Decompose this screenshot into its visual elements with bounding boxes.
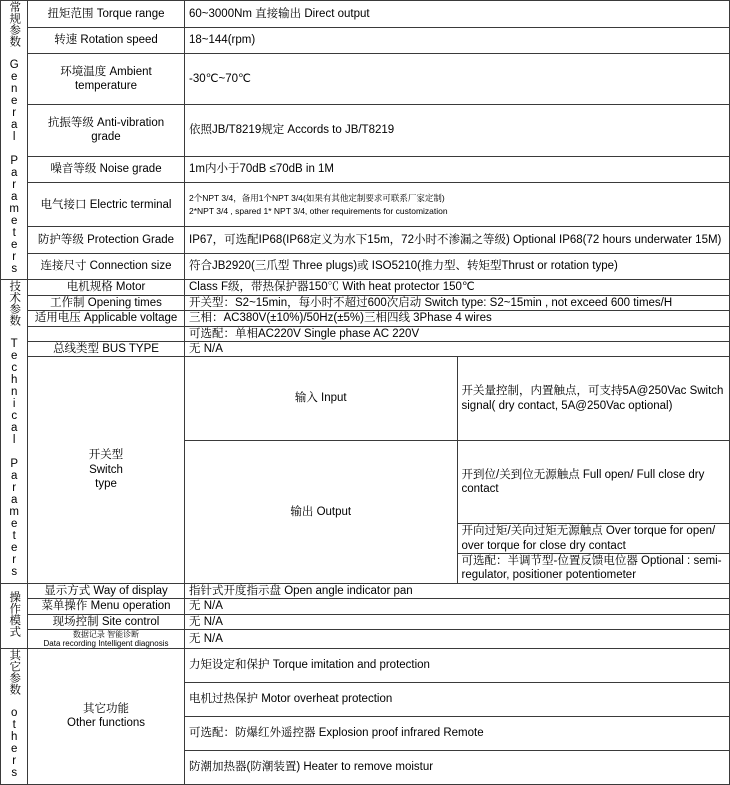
- table-row: [1, 326, 730, 341]
- group-label-others: 其它参数 others: [1, 649, 28, 784]
- row-value: [185, 183, 730, 227]
- row-label: 现场控制 Site control: [28, 614, 185, 629]
- switch-output-value: 开向过矩/关向过矩无源触点 Over torque for open/ over torque for close dry contact: [457, 524, 730, 554]
- row-value: 无 N/A: [185, 614, 730, 629]
- row-label: 工作制 Opening times: [28, 295, 185, 310]
- other-function-value: 防潮加热器(防潮装置) Heater to remove moistur: [185, 750, 730, 784]
- row-value-line1: 2个NPT 3/4，备用1个NPT 3/4(如果有其他定制要求可联系厂家定制): [189, 193, 445, 204]
- group-label-operation: 操作模式: [1, 583, 28, 649]
- row-value: 指针式开度指示盘 Open angle indicator pan: [185, 583, 730, 598]
- row-label: 抗振等级 Anti-vibration grade: [28, 105, 185, 156]
- table-row: [1, 183, 730, 227]
- switch-output-value: 可选配：半调节型-位置反馈电位器 Optional : semi-regulator, positioner potentiometer: [457, 554, 730, 584]
- table-row: [1, 227, 730, 254]
- row-value: 可选配：单相AC220V Single phase AC 220V: [185, 326, 730, 341]
- table-row: [1, 280, 730, 295]
- row-label: 电机规格 Motor: [28, 280, 185, 295]
- table-row: [1, 629, 730, 648]
- row-label: 转速 Rotation speed: [28, 27, 185, 54]
- table-row: [1, 253, 730, 280]
- table-row: [1, 156, 730, 183]
- row-label: 总线类型 BUS TYPE: [28, 341, 185, 356]
- switch-input-value: 开关量控制，内置触点，可支持5A@250Vac Switch signal( dry contact, 5A@250Vac optional): [457, 357, 730, 441]
- row-value: Class F级，带热保护器150℃ With heat protector 150℃: [185, 280, 730, 295]
- table-row: [1, 295, 730, 310]
- table-row: [1, 357, 730, 441]
- table-row: [1, 583, 730, 598]
- row-label: 电气接口 Electric terminal: [28, 183, 185, 227]
- group-label-general: 常规参数 General Parameters: [1, 1, 28, 280]
- row-value: 三相：AC380V(±10%)/50Hz(±5%)三相四线 3Phase 4 wires: [185, 311, 730, 326]
- other-function-value: 电机过热保护 Motor overheat protection: [185, 683, 730, 717]
- row-value: 1m内小于70dB ≤70dB in 1M: [185, 156, 730, 183]
- table-row: [1, 54, 730, 105]
- row-value: 18~144(rpm): [185, 27, 730, 54]
- row-label: 适用电压 Applicable voltage: [28, 311, 185, 326]
- switch-input-label: 输入 Input: [185, 357, 458, 441]
- switch-output-label: 输出 Output: [185, 440, 458, 583]
- row-label: 显示方式 Way of display: [28, 583, 185, 598]
- row-label: [28, 326, 185, 341]
- table-row: [1, 341, 730, 356]
- table-row: [1, 105, 730, 156]
- table-row: [1, 649, 730, 683]
- other-function-value: 可选配：防爆红外遥控器 Explosion proof infrared Remote: [185, 716, 730, 750]
- table-row: [1, 1, 730, 28]
- row-label: 环境温度 Ambient temperature: [28, 54, 185, 105]
- row-value: 开关型：S2~15min，每小时不超过600次启动 Switch type: S2~15min , not exceed 600 times/H: [185, 295, 730, 310]
- row-value: 无 N/A: [185, 341, 730, 356]
- table-row: [1, 27, 730, 54]
- row-value: IP67，可选配IP68(IP68定义为水下15m，72小时不渗漏之等级) Optional IP68(72 hours underwater 15M): [185, 227, 730, 254]
- row-label: 噪音等级 Noise grade: [28, 156, 185, 183]
- row-label: 防护等级 Protection Grade: [28, 227, 185, 254]
- switch-output-value: 开到位/关到位无源触点 Full open/ Full close dry contact: [457, 440, 730, 524]
- row-value: 依照JB/T8219规定 Accords to JB/T8219: [185, 105, 730, 156]
- switch-type-label: 开关型 Switch type: [28, 357, 185, 584]
- other-function-value: 力矩设定和保护 Torque imitation and protection: [185, 649, 730, 683]
- row-value: 无 N/A: [185, 629, 730, 648]
- table-row: [1, 599, 730, 614]
- row-label-data-recording: 数据记录 智能诊断 Data recording Intelligent diagnosis: [28, 629, 185, 648]
- row-value: 符合JB2920(三爪型 Three plugs)或 ISO5210(推力型、转矩型Thrust or rotation type): [185, 253, 730, 280]
- row-label: 扭矩范围 Torque range: [28, 1, 185, 28]
- group-label-technical: 技术参数 Technical Parameters: [1, 280, 28, 583]
- row-label: 连接尺寸 Connection size: [28, 253, 185, 280]
- row-value: -30℃~70℃: [185, 54, 730, 105]
- table-row: [1, 614, 730, 629]
- row-value: 无 N/A: [185, 599, 730, 614]
- row-value-line2: 2*NPT 3/4 , spared 1* NPT 3/4, other requirements for customization: [189, 205, 448, 216]
- table-row: [1, 311, 730, 326]
- other-functions-label: 其它功能 Other functions: [28, 649, 185, 784]
- row-value: 60~3000Nm 直接输出 Direct output: [185, 1, 730, 28]
- row-label: 菜单操作 Menu operation: [28, 599, 185, 614]
